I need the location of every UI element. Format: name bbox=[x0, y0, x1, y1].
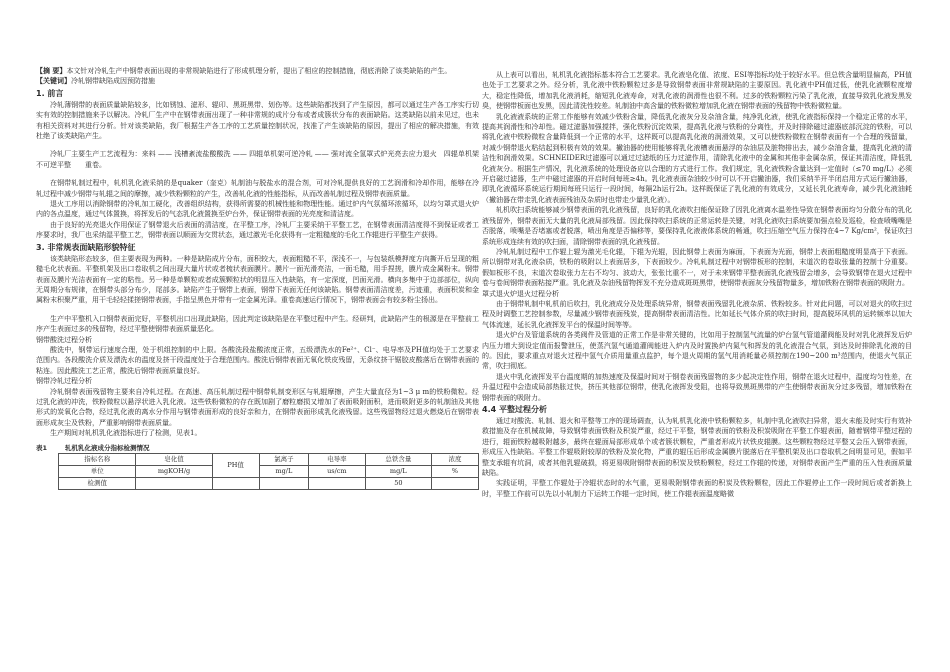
practice-paragraph: 实践证明，平整工作辊处于冷辊状态时的水气重，更易吸附钢带表面的积炭及铁粉颗粒，因此工作辊停止工作一段时间后或者新换上时，平整工作前可以先以小轧制力下运转工作辊一定时间，使工作辊表面温度略微 bbox=[482, 479, 912, 498]
table-reference-paragraph: 生产期间对轧机乳化液指标进行了检测，见表1。 bbox=[50, 429, 202, 438]
table-header-cell: 浓度 bbox=[432, 453, 479, 465]
table-value-cell bbox=[259, 477, 308, 489]
annealing-paragraph: 退火工序用以消除钢带的冷轧加工硬化，改善组织结构，获得所需要的机械性能和物理性能。通过炉内气氛循环浓循环，以均匀罩式退火炉内的各点温度，通过气体置换，将挥发后的气态乳化液置换至炉台外，保证钢带表面的光亮度和清洁度。 bbox=[36, 200, 479, 219]
work-roll-paragraph: 冷轧轧制过程中工作辊上辊为激光毛化辊，下辊为光辊，因此钢带上表面为麻面，下表面为光面，钢带上表面粗糙度明显高于下表面。所以钢带对乳化液杂质，铁粉的吸附以上表面居多，下表面较少。冷轧轧制过程中对钢带板形的控制，末道次的卷取张量的控制十分重要。假如板形不良，末道次卷取张力左右不均匀、波动大，张张比重不一，对于未来钢带平整表面乳化液残留会增多，会导致钢带在退火过程中卷与卷间钢带表面粘接严重。乳化液及杂油残留物挥发不充分造成斑斑黑带，使钢带表面灰分残留物量多，增加铁粉在钢带表面的吸附力。 bbox=[482, 247, 912, 288]
table-row bbox=[59, 465, 479, 477]
table-unit-cell: mg/L bbox=[365, 465, 431, 477]
table-discussion-paragraph: 从上表可以看出，轧机乳化液指标基本符合工艺要求。乳化液皂化值、浓度、ESI等指标均处于较好水平。但总铁含量明显偏高，PH值也处于工艺要求之外。经分析，乳化液中铁粉颗粒过多是导致钢带表面非常规缺陷的主要原因。乳化液中PH值过低，使乳化液颗粒度增大，稳定性降低，增加乳化液消耗，缩短乳化液寿命，对乳化液的润滑性也很不利。过多的铁粉颗粒污染了乳化液，直接导致乳化液发黑发臭，使钢带板面也发黑，因此清洗性较差。轧制油中高含量的铁粉微粒增加乳化液在钢带表面的残留物中铁粉微粒量。 bbox=[482, 71, 912, 111]
table-row bbox=[59, 453, 479, 465]
heating-paragraph: 退火中乳化液挥发平台温度期的加热速度及保温时间对于钢卷表面残留物的多少起决定性作用，钢带在退火过程中，温度均匀性差，在升温过程中会造成局部热胀过快，挤压其他部位钢带，使乳化液挥发受阻，也将导致黑斑黑带的产生使钢带表面灰分过多残留，增加铁粉在钢带表面的吸附力。 bbox=[482, 372, 912, 402]
defect-morphology-paragraph: 该类缺陷形态较多，但主要表现为两种。一种是缺陷成片分布，面积较大，表面粗糙不平，深浅不一，与包装纸模押度方向撕开后呈现的粗糙毛化状表面。平整机架及出口卷取机之间出现大量片状或者梳状表面膜片。膜片一面光滑亮洁，一面毛糙，用手捏搓，膜片成金属粉末。钢带表面及膜片光洁表面有一定的粘性。另一种是单颗粒或者成簇颗粒状的明显压入性缺陷，有一定深度，凹面光滑。横向多集中于边部部位，纵向无周期分布规律，在钢带头部分布少，尾部多。缺陷产生于钢带上表面，钢带下表面无任何该缺陷。钢带表面清洁度差，污迹重，表面积炭和金属粉末积聚严重，用干毛轻轻揉搓钢带表面，手指呈黑色并带有一定金属光泽。重卷高速运行情况下，钢带表面会有较多粉尘扬出。 bbox=[36, 254, 479, 305]
table-row-label: 检测值 bbox=[59, 477, 136, 489]
section-1-title: 1. 前言 bbox=[36, 88, 64, 98]
keywords-label: 【关键词】 bbox=[36, 76, 71, 86]
abstract-label: 【摘 要】 bbox=[36, 66, 67, 75]
table-value-cell: 50 bbox=[365, 477, 431, 489]
purge-system-paragraph: 轧机吹扫系统能够减少钢带表面的乳化液残留，良好的乳化液吹扫能保证除了因乳化液离水温差性导致在钢带表面均匀分散分布的乳化液残留外，钢带表面无大量的乳化液局部残留。因此保持吹扫系统的正常运转是关键，对乳化液吹扫系统要加强点检及巡检，检查喷嘴嘴是否脱落，喷嘴是否堵塞或者脱落，喷出角度是否偏移等，要保持乳化液液体系统的畅通，吹扫压缩空气压力保持在4~7 Kg/cm²，保证吹扫系统形成连续有效的吹扫面，清除钢带表面的乳化液残留。 bbox=[482, 206, 912, 246]
table-header-cell: PH值 bbox=[212, 453, 259, 477]
table-header-cell: 皂化值 bbox=[136, 453, 212, 465]
table-value-cell bbox=[136, 477, 212, 489]
emulsion-system-paragraph: 乳化液液系统的正常工作能够有效减少铁粉含量，降低乳化液灰分及杂油含量，纯净乳化液，使乳化液指标保持一个稳定正常的水平，提高其润滑性和冷却性。磁过滤器加强搅拌，强化铁粉沉淀效果，提高乳化液与铁粉的分离性，并及时排除磁过滤器底部沉淀的铁粉，可以将乳化液中铁粉微粒含量降低到一个正常的水平，这样既可以提高乳化液的润滑效果，又可以使铁粉微粒在钢带表面有一个合理的残留量，对减少钢带退火粘结起到积极有效的效果。撇油器的使用能够将乳化液槽表面悬浮的杂油层及脏物排出去，减少杂油含量，提高乳化液的清洁性和润滑效果。SCHNEIDER过滤器可以通过过滤纸的压力过滤作用，清除乳化液中的金属和其他非金属杂质，保证其清洁度，降低乳化液灰分。根据生产情况，乳化液系统的处理设备应以合理的方式进行工作。我们规定，乳化液铁粉含量达到一定值时（≤70 mg/L）必须开启磁过滤器，生产中磁过滤器的开启时间每班≥4h。乳化液表面杂油较少时可以不开启撇油器，我们采纳半开半闭启用方式运行撇油器，即乳化液循环系统运行期间每班只运行一段时间，每隔2h运行2h。这样既保证了乳化液的有效成分，又延长乳化液寿命，减少乳化液油耗（撇油器在带走乳化液表面残油及杂质时也带走少量乳化液）。 bbox=[482, 112, 912, 204]
keywords bbox=[36, 76, 479, 86]
valve-paragraph: 退火炉台及管道系统的各类阀件及管道的正常工作是非常关键的，比如用于控制氢气流量的炉台氢气管道灌阀能及时对乳化液挥发后炉内压力增大到设定值而报警泄压，使蒸汽氢气通道灌阀能进入炉内及时置换炉内氮气和挥发的乳化液混合气氛，到达及时排除乳化液的目的。因此，要求重点对退火过程中氢气介质用量重点监护，每个退火周期的氢气用消耗量必须控制在190~200 m³范围内，使退火气氛正常，吹扫彻底。 bbox=[482, 331, 912, 371]
table-unit-cell: mg/L bbox=[259, 465, 308, 477]
abstract-text: 本文针对冷轧生产中钢带表面出现的非常规缺陷进行了形成机理分析，提出了相应的控制措施，彻底消除了该类缺陷的产生。 bbox=[66, 67, 452, 75]
pickling-paragraph: 酸洗中，钢带运行速度合理，处于机组控制的中上限。各酸洗段盐酸浓度正常，五级漂洗水的Fe²⁺、Cl⁻、电导率及PH值均处于工艺要求范围内。各段酸洗介质及漂洗水的温度及挤干段温度处于合理范围内。酸洗后钢带表面无氧化铁皮残留，无条纹挤干锯胶皮酸落后在钢带表面的粘连。因此酸洗工艺正常，酸洗后钢带表面质量良好。 bbox=[36, 345, 479, 375]
annealing-subtitle: 罩式退火炉退火过程分析 bbox=[482, 289, 559, 298]
table-unit-cell: 单位 bbox=[59, 465, 136, 477]
table-caption bbox=[36, 443, 479, 453]
table-title: 轧机乳化液成分指标检测情况 bbox=[65, 443, 150, 452]
left-column bbox=[36, 66, 479, 490]
rolling-paragraph: 在钢带轧制过程中，轧机乳化液采纳的是quaker（奎克）轧制油与脱盐水的混合剂，可对冷轧提供良好的工艺润滑和冷却作用，能够在冷轧过程中减少钢带与轧辊之间的摩擦，减少铁粉颗粒的产生，改善轧化液的性能指标，从而改善轧制过程及钢带表面质量。 bbox=[36, 179, 479, 198]
right-column bbox=[482, 70, 912, 499]
cold-rolling-subtitle: 钢带冷轧过程分析 bbox=[36, 377, 92, 386]
cause-analysis-paragraph: 生产中平整机入口钢带表面完好，平整机出口出现此缺陷，因此判定该缺陷是在平整过程中产生。经研判，此缺陷产生的根源是在平整前工序产生表面过多的残留物，经过平整使钢带表面质量恶化。 bbox=[36, 314, 479, 334]
table-row bbox=[59, 477, 479, 489]
emulsion-index-table bbox=[58, 453, 479, 490]
temper-paragraph: 由于良好的光亮退火作用保证了钢带退火后表面的清洁度，在平整工序，冷轧厂主要采纳干平整工艺，在钢带表面清洁度得不到保证或者工序要求时，我厂也采纳湿平整工艺，钢带表面以顺面为交贯状态，通过激光毛化获得有一定粗糙度的毛化工作辊进行平整生产获得。 bbox=[36, 220, 479, 240]
table-header-cell: 指标名称 bbox=[59, 453, 136, 465]
annealing-purge-paragraph: 由于钢带轧制中轧机前后吹扫，乳化液成分及处理系统异常，钢带表面残留乳化液杂质、铁粉较多。针对此问题，可以对退火的吹扫过程及时调整工艺控制参数，尽量减少钢带表面残炭，提高钢带表面清洁性。比如延长气体介质的吹扫时间，提高脱环风机的运转频率以加大气体流速，延长乳化液挥发平台的保温时间等等。 bbox=[482, 299, 912, 329]
keywords-text: 冷轧钢带缺陷成因预防措施 bbox=[71, 77, 155, 86]
section-1-paragraph: 冷轧薄钢带的表面质量缺陷较多，比如锈蚀、滤形、辊印、黑斑黑带、划伤等。这些缺陷都找到了产生原因，都可以通过生产各工序实行切实有效的控制措施来予以解决。冷轧厂生产中在钢带表面出现了一种非常规的成片分布或者成簇状分布的表面缺陷。这类缺陷以前未见过，也未有相关资料对其进行分析。针对该类缺陷，我厂根据生产各工序的工艺质量控制状况，找准了产生该缺陷的原因，提出了相应的解决措施，有效杜绝了该类缺陷产生。 bbox=[36, 100, 479, 141]
table-1 bbox=[36, 443, 479, 490]
section-4-4-title: 4.4 平整过程分析 bbox=[482, 405, 547, 414]
table-value-cell bbox=[432, 477, 479, 489]
table-number: 表1 bbox=[36, 443, 48, 452]
abstract bbox=[36, 66, 479, 76]
cold-rolling-paragraph: 冷轧钢带表面残留物主要来自冷轧过程。在高速、高压轧制过程中钢带轧制变形区与轧辊摩擦，产生大量直径为1~3 μ m的铁粉微粒。经过乳化液的冲洗，铁粉微粒以悬浮状进入乳化液。这些铁粉微粒的存在既加剧了磨粒磨损又增加了表面吸附面积，进而吸附更多的轧制油及其他形式的炭氧化合物，经过乳化液的离水分作用与钢带表面形成的良好亲和力，在钢带表面形成乳化液残留。这些残留物经过退火燃烧后在钢带表面形成灰尘及铁粉，严重影响钢带表面质量。 bbox=[36, 387, 479, 427]
table-header-cell: 氯离子 bbox=[259, 453, 308, 465]
table-unit-cell: us/cm bbox=[309, 465, 366, 477]
section-3-title: 3. 非常规表面缺陷形貌特征 bbox=[36, 242, 136, 252]
table-unit-cell: mgKOH/g bbox=[136, 465, 212, 477]
process-flow: 冷轧厂主要生产工艺流程为：来料 —— 浅槽紊流盐酸酸洗 —— 四辊单机架可逆冷轧 —— 强对流全氢罩式炉光亮去应力退火 四辊单机架不可逆平整 重卷。 bbox=[36, 150, 479, 169]
table-header-cell: 电导率 bbox=[309, 453, 366, 465]
table-header-cell: 总铁含量 bbox=[365, 453, 431, 465]
table-value-cell bbox=[212, 477, 259, 489]
temper-analysis-paragraph: 通过对酸洗、轧制、退火和平整等工序的现场调查，认为轧机乳化液中铁粉颗粒多，轧制中乳化液吹扫异常，退火未能及时实行有效补救措施及存在机械故障，导致钢带表面铁粉及积炭严重，经过干平整，钢带表面的铁粉及积炭吸附在平整工作辊表面，随着钢带平整过程的进行，辊面铁粉越吸附越多，最终在辊面局部形成单个或者簇状颗粒，严重者形成片状铁皮辊膜。这些颗粒物经过平整又会压入钢带表面，形成压入性缺陷。平整工作辊吸附较厚的铁粉及炭化物，严重的辊压后形成金属膜片脱落后在平整机架及出口卷取机之间明显可见，假如平整支承辊有坑洞，或者其他乳辊破损，将更易吸附钢带表面的积炭及铁粉颗粒，经过工作辊的传递，对钢带表面产生严重的压入性表面质量缺陷。 bbox=[482, 417, 912, 478]
table-value-cell bbox=[309, 477, 366, 489]
pickling-subtitle: 钢带酸洗过程分析 bbox=[36, 335, 92, 344]
table-unit-cell: % bbox=[432, 465, 479, 477]
